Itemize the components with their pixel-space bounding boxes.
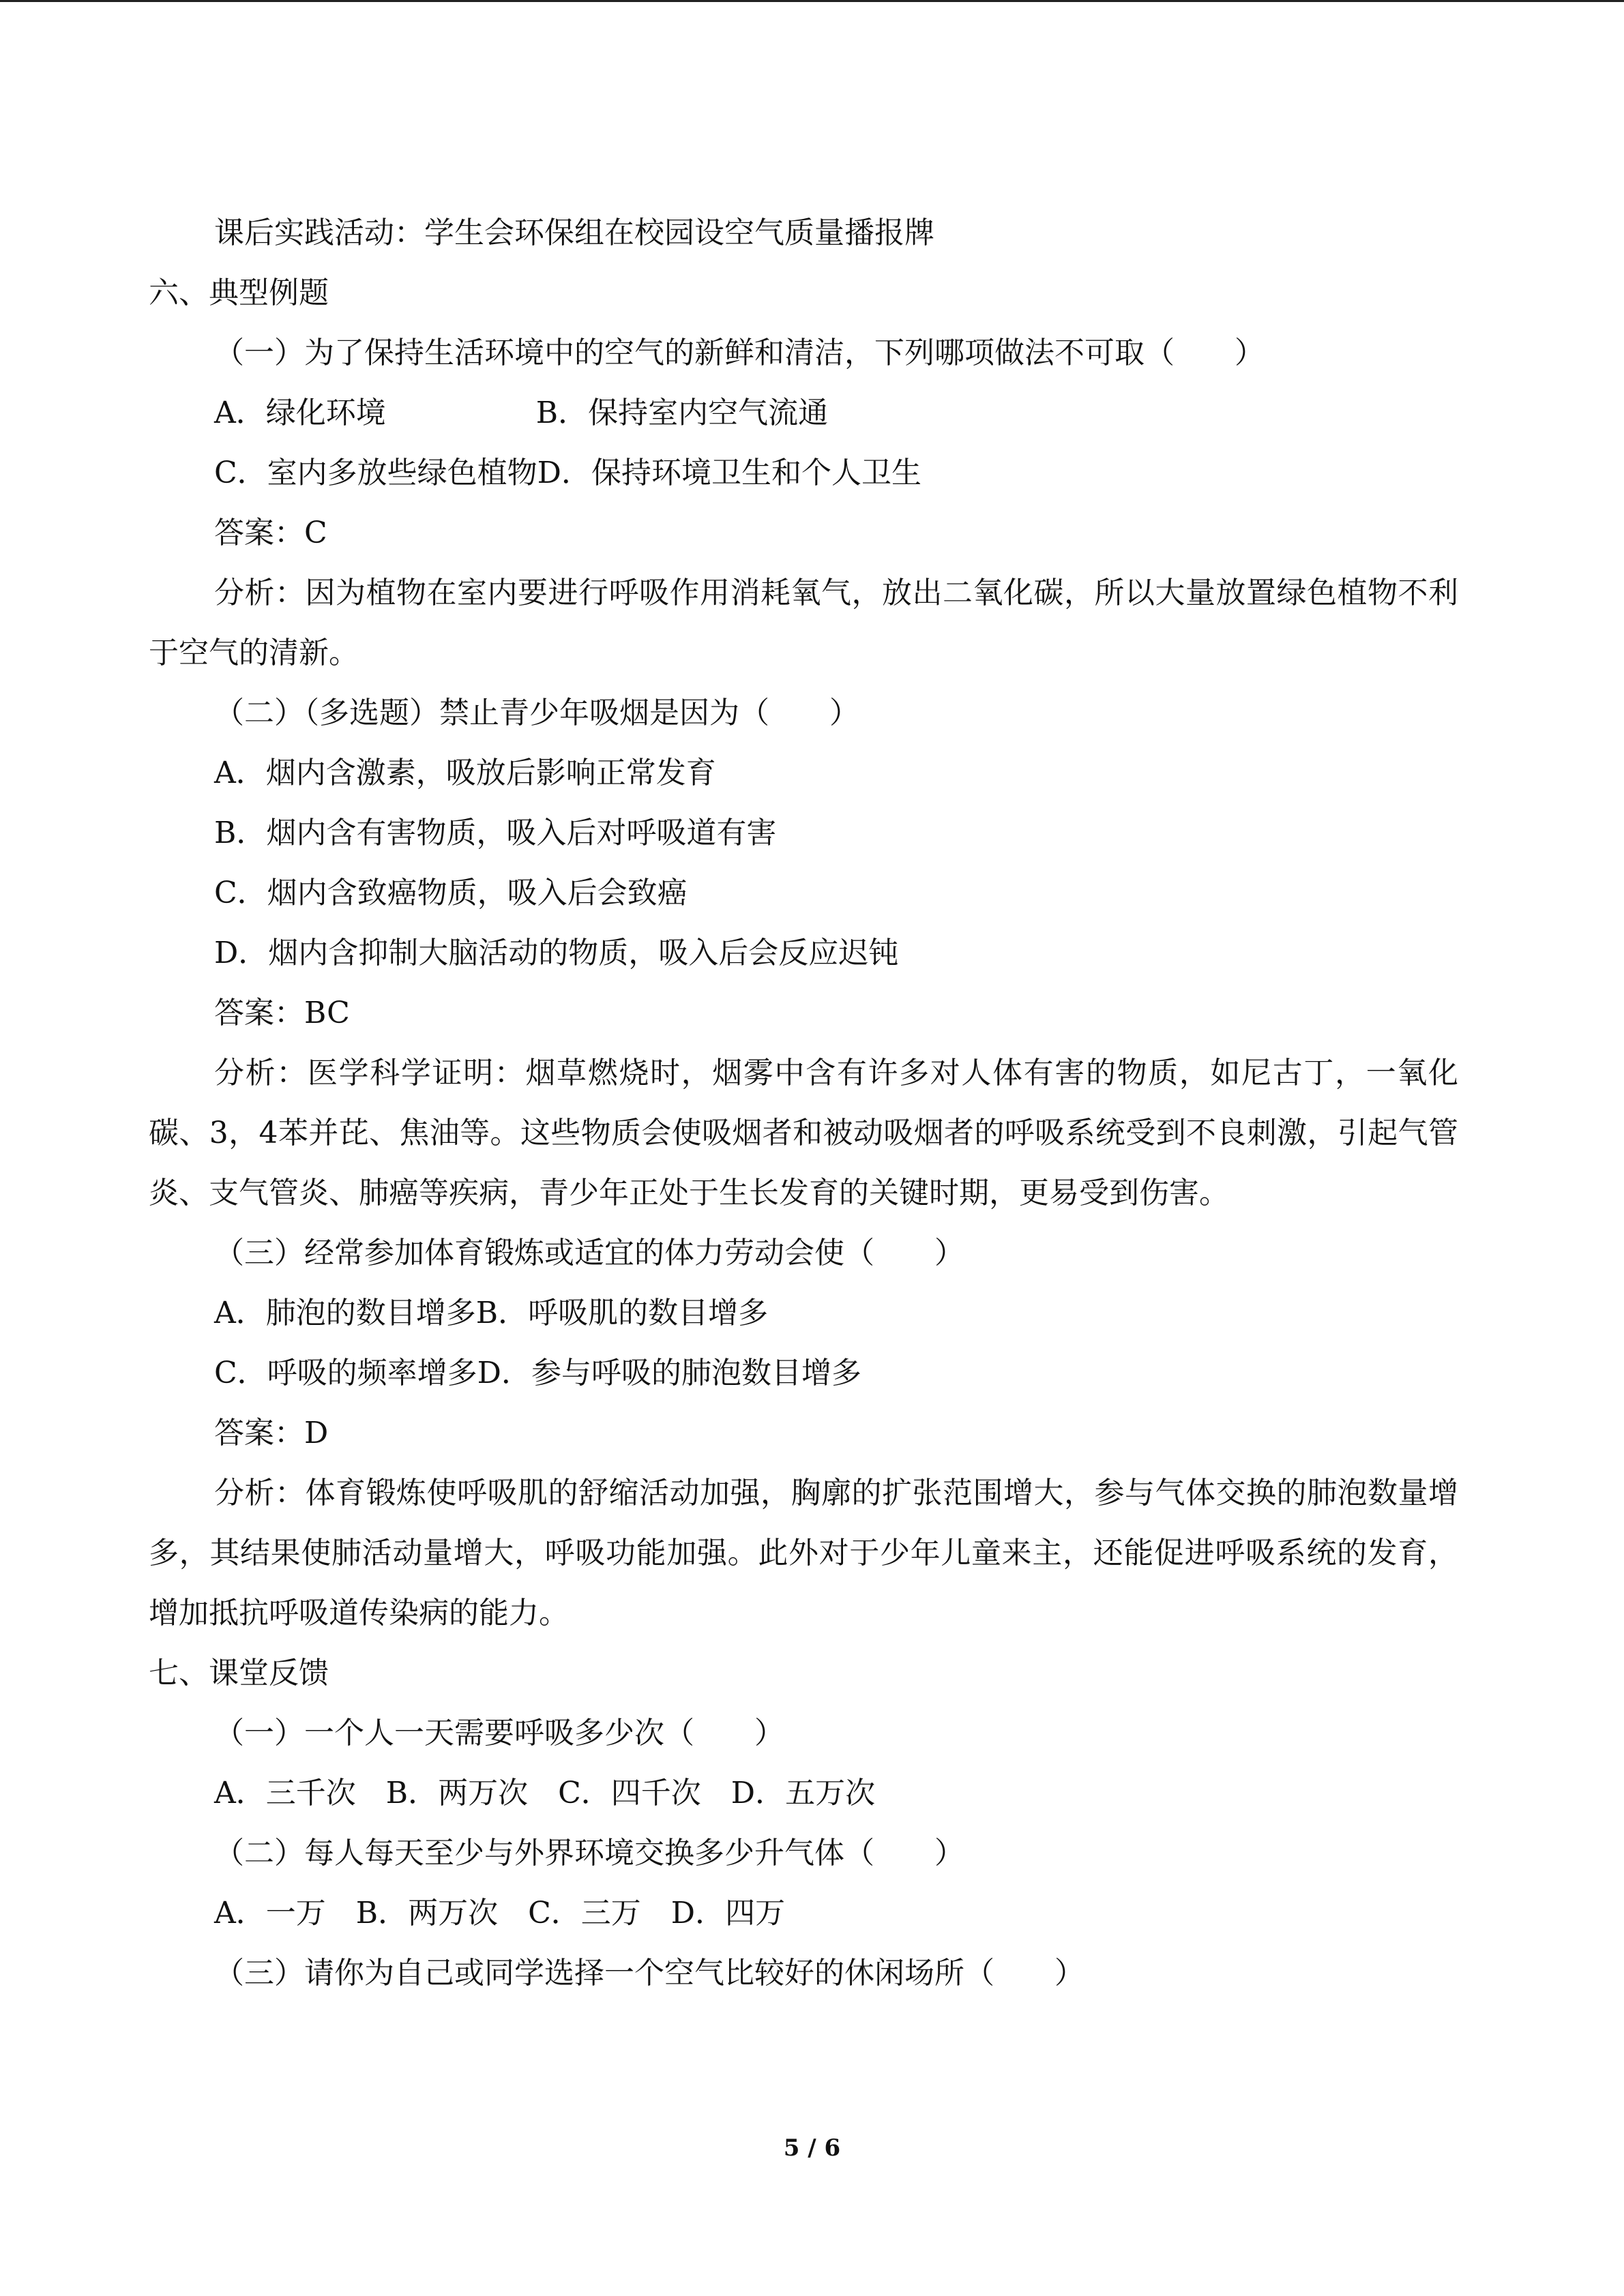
example-3-option-a: A．肺泡的数目增多 — [214, 1296, 476, 1330]
example-3-answer: 答案：D — [214, 1416, 329, 1450]
example-2-option-a: A．烟内含激素，吸放后影响正常发育 — [214, 756, 716, 790]
example-1-option-b: B．保持室内空气流通 — [535, 396, 829, 430]
feedback-2-stem: （二）每人每天至少与外界环境交换多少升气体（ ） — [214, 1836, 964, 1870]
feedback-2-options — [149, 1883, 1458, 1943]
feedback-1-option-a: A．三千次 — [214, 1776, 356, 1810]
example-3-options-ab — [149, 1283, 1458, 1343]
feedback-2-option-d: D．四万 — [670, 1896, 786, 1930]
example-1-options-ab — [149, 383, 1458, 443]
example-3-stem: （三）经常参加体育锻炼或适宜的体力劳动会使（ ） — [214, 1236, 964, 1270]
example-2-analysis: 分析：医学科学证明：烟草燃烧时，烟雾中含有许多对人体有害的物质，如尼古丁，一氧化碳、3，4苯并芘、焦油等。这些物质会使吸烟者和被动吸烟者的呼吸系统受到不良刺激，引起气管炎、支气管炎、肺癌等疾病，青少年正处于生长发育的关键时期，更易受到伤害。 — [149, 1056, 1458, 1210]
example-1-options-cd — [149, 443, 1458, 503]
example-3-option-d: D．参与呼吸的肺泡数目增多 — [477, 1356, 861, 1390]
example-1-option-c: C．室内多放些绿色植物 — [214, 456, 537, 490]
example-1-stem: （一）为了保持生活环境中的空气的新鲜和清洁，下列哪项做法不可取（ ） — [214, 336, 1265, 370]
example-3-analysis: 分析：体育锻炼使呼吸肌的舒缩活动加强，胸廓的扩张范围增大，参与气体交换的肺泡数量增多，其结果使肺活动量增大，呼吸功能加强。此外对于少年儿童来主，还能促进呼吸系统的发育，增加抵抗呼吸道传染病的能力。 — [149, 1476, 1458, 1630]
intro-line: 课后实践活动：学生会环保组在校园设空气质量播报牌 — [214, 215, 934, 250]
feedback-2-option-b: B．两万次 — [355, 1896, 499, 1930]
feedback-3-stem: （三）请你为自己或同学选择一个空气比较好的休闲场所（ ） — [214, 1956, 1084, 1991]
section-heading-feedback: 七、课堂反馈 — [149, 1656, 329, 1690]
feedback-2-option-c: C．三万 — [528, 1896, 641, 1930]
feedback-1-option-d: D．五万次 — [730, 1776, 876, 1810]
example-1-analysis: 分析：因为植物在室内要进行呼吸作用消耗氧气，放出二氧化碳，所以大量放置绿色植物不利于空气的清新。 — [149, 576, 1458, 670]
example-3-option-c: C．呼吸的频率增多 — [214, 1356, 477, 1390]
top-border-line — [0, 0, 1624, 2]
feedback-1-stem: （一）一个人一天需要呼吸多少次（ ） — [214, 1716, 784, 1750]
example-1-option-a: A．绿化环境 — [214, 396, 386, 430]
page-number: 5 / 6 — [783, 2134, 841, 2162]
example-2-option-b: B．烟内含有害物质，吸入后对呼吸道有害 — [214, 816, 777, 850]
example-2-option-c: C．烟内含致癌物质，吸入后会致癌 — [214, 876, 688, 910]
page-content — [149, 203, 1458, 2003]
example-3-options-cd — [149, 1343, 1458, 1403]
example-1-answer: 答案：C — [214, 516, 327, 550]
feedback-1-options — [149, 1763, 1458, 1823]
feedback-2-option-a: A．一万 — [214, 1896, 326, 1930]
example-1-option-d: D．保持环境卫生和个人卫生 — [537, 456, 921, 490]
feedback-1-option-b: B．两万次 — [385, 1776, 529, 1810]
example-3-option-b: B．呼吸肌的数目增多 — [475, 1296, 769, 1330]
example-2-answer: 答案：BC — [214, 996, 350, 1030]
example-2-stem: （二）（多选题）禁止青少年吸烟是因为（ ） — [214, 696, 859, 730]
feedback-1-option-c: C．四千次 — [558, 1776, 701, 1810]
example-2-option-d: D．烟内含抑制大脑活动的物质，吸入后会反应迟钝 — [214, 936, 899, 970]
section-heading-examples: 六、典型例题 — [149, 275, 329, 310]
